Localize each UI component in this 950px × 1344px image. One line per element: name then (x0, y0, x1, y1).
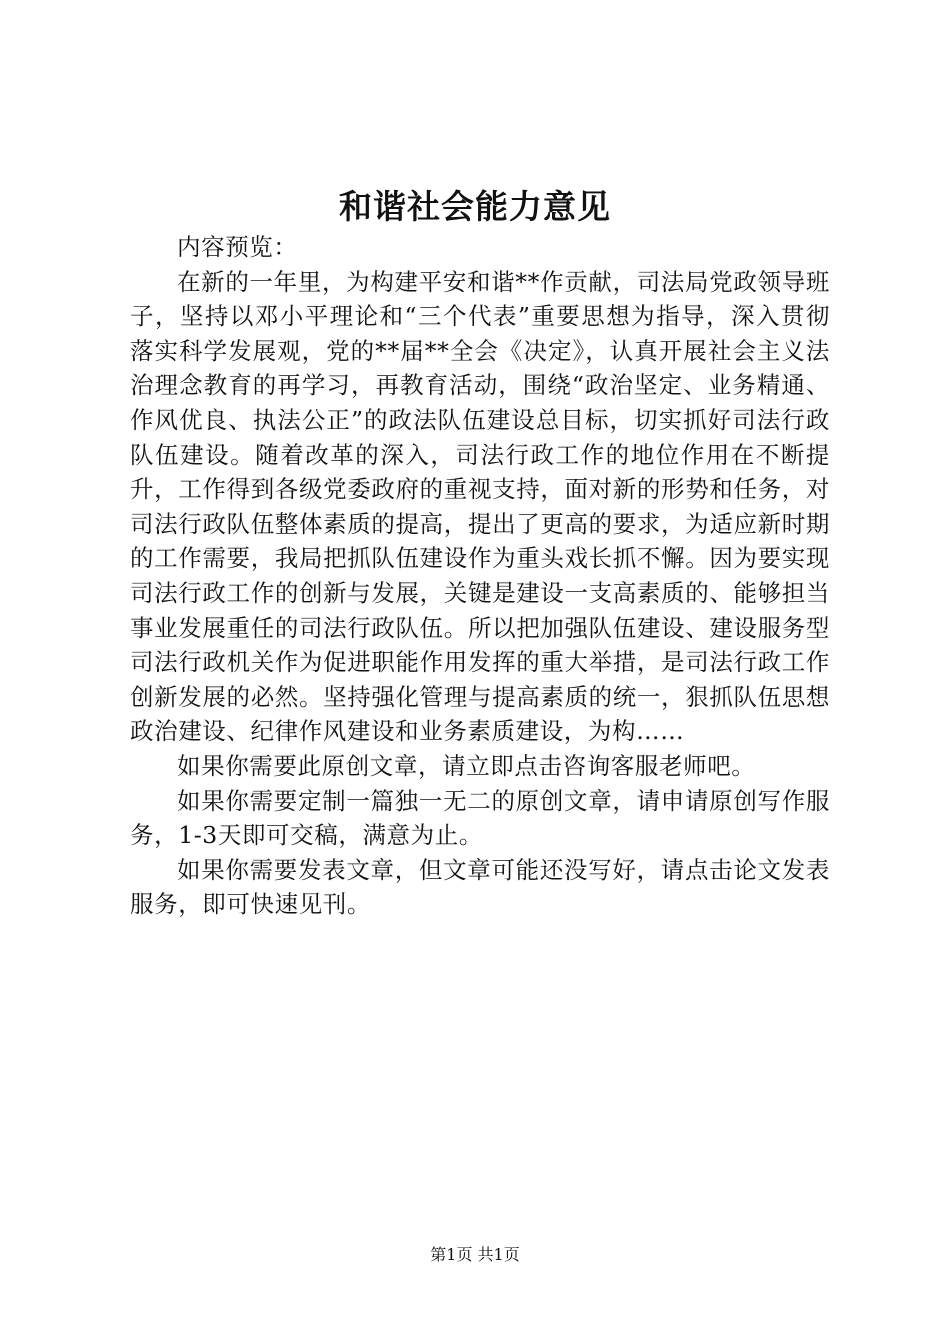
page-footer: 第1页 共1页 (430, 1245, 520, 1264)
custom-writing-paragraph: 如果你需要定制一篇独一无二的原创文章，请申请原创写作服务，1-3天即可交稿，满意为止。 (130, 786, 830, 850)
consult-paragraph: 如果你需要此原创文章，请立即点击咨询客服老师吧。 (177, 751, 756, 780)
main-paragraph: 在新的一年里，为构建平安和谐**作贡献，司法局党政领导班子，坚持以邓小平理论和“三个代表”重要思想为指导，深入贯彻落实科学发展观，党的**届**全会《决定》，认真开展社会主义法治理念教育的再学习，再教育活动，围绕“政治坚定、业务精通、作风优良、执法公正”的政法队伍建设总目标，切实抓好司法行政队伍建设。随着改革的深入，司法行政工作的地位作用在不断提升，工作得到各级党委政府的重视支持，面对新的形势和任务，对司法行政队伍整体素质的提高，提出了更高的要求，为适应新时期的工作需要，我局把抓队伍建设作为重头戏长抓不懈。因为要实现司法行政工作的创新与发展，关键是建设一支高素质的、能够担当事业发展重任的司法行政队伍。所以把加强队伍建设、建设服务型司法行政机关作为促进职能作用发挥的重大举措，是司法行政工作创新发展的必然。坚持强化管理与提高素质的统一，狠抓队伍思想政治建设、纪律作风建设和业务素质建设，为构…… (130, 267, 830, 746)
document-body (130, 230, 830, 922)
publish-paragraph: 如果你需要发表文章，但文章可能还没写好，请点击论文发表服务，即可快速见刊。 (130, 855, 830, 919)
document-title: 和谐社会能力意见 (339, 187, 611, 226)
preview-label: 内容预览： (177, 233, 298, 261)
